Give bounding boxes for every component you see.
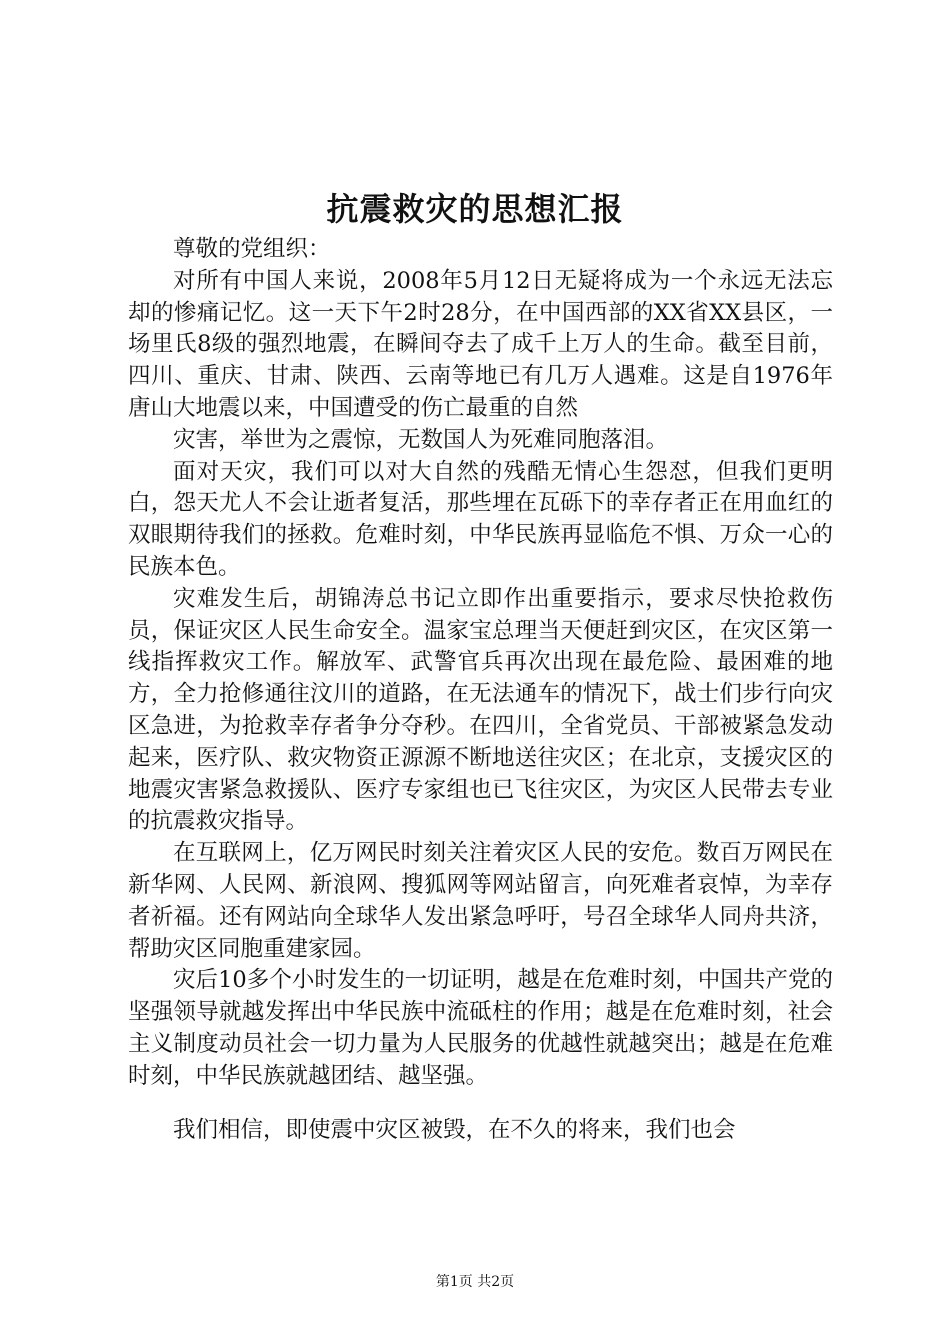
paragraph: 灾难发生后，胡锦涛总书记立即作出重要指示，要求尽快抢救伤员，保证灾区人民生命安全。温家宝总理当天便赶到灾区，在灾区第一线指挥救灾工作。解放军、武警官兵再次出现在最危险、最困难的地方，全力抢修通往汶川的道路，在无法通车的情况下，战士们步行向灾区急进，为抢救幸存者争分夺秒。在四川，全省党员、干部被紧急发动起来，医疗队、救灾物资正源源不断地送往灾区；在北京，支援灾区的地震灾害紧急救援队、医疗专家组也已飞往灾区，为灾区人民带去专业的抗震救灾指导。 bbox=[128, 585, 833, 835]
paragraph: 对所有中国人来说，2008年5月12日无疑将成为一个永远无法忘却的惨痛记忆。这一天下午2时28分，在中国西部的XX省XX县区，一场里氏8级的强烈地震，在瞬间夺去了成千上万人的生命。截至目前，四川、重庆、甘肃、陕西、云南等地已有几万人遇难。这是自1976年唐山大地震以来，中国遭受的伤亡最重的自然 bbox=[128, 267, 833, 421]
paragraph: 面对天灾，我们可以对大自然的残酷无情心生怨怼，但我们更明白，怨天尤人不会让逝者复活，那些埋在瓦砾下的幸存者正在用血红的双眼期待我们的拯救。危难时刻，中华民族再显临危不惧、万众一心的民族本色。 bbox=[128, 458, 833, 580]
paragraph: 灾后10多个小时发生的一切证明，越是在危难时刻，中国共产党的坚强领导就越发挥出中华民族中流砥柱的作用；越是在危难时刻，社会主义制度动员社会一切力量为人民服务的优越性就越突出；越是在危难时刻，中华民族就越团结、越坚强。 bbox=[128, 967, 833, 1089]
paragraph: 灾害，举世为之震惊，无数国人为死难同胞落泪。 bbox=[173, 426, 669, 453]
paragraph: 在互联网上，亿万网民时刻关注着灾区人民的安危。数百万网民在新华网、人民网、新浪网、搜狐网等网站留言，向死难者哀悼，为幸存者祈福。还有网站向全球华人发出紧急呼吁，号召全球华人同舟共济，帮助灾区同胞重建家园。 bbox=[128, 840, 833, 962]
paragraph: 我们相信，即使震中灾区被毁，在不久的将来，我们也会 bbox=[173, 1116, 736, 1143]
page-number: 第1页 共2页 bbox=[435, 1274, 515, 1290]
document-body bbox=[128, 234, 833, 1146]
document-title: 抗震救灾的思想汇报 bbox=[326, 190, 624, 228]
salutation: 尊敬的党组织： bbox=[173, 236, 331, 262]
